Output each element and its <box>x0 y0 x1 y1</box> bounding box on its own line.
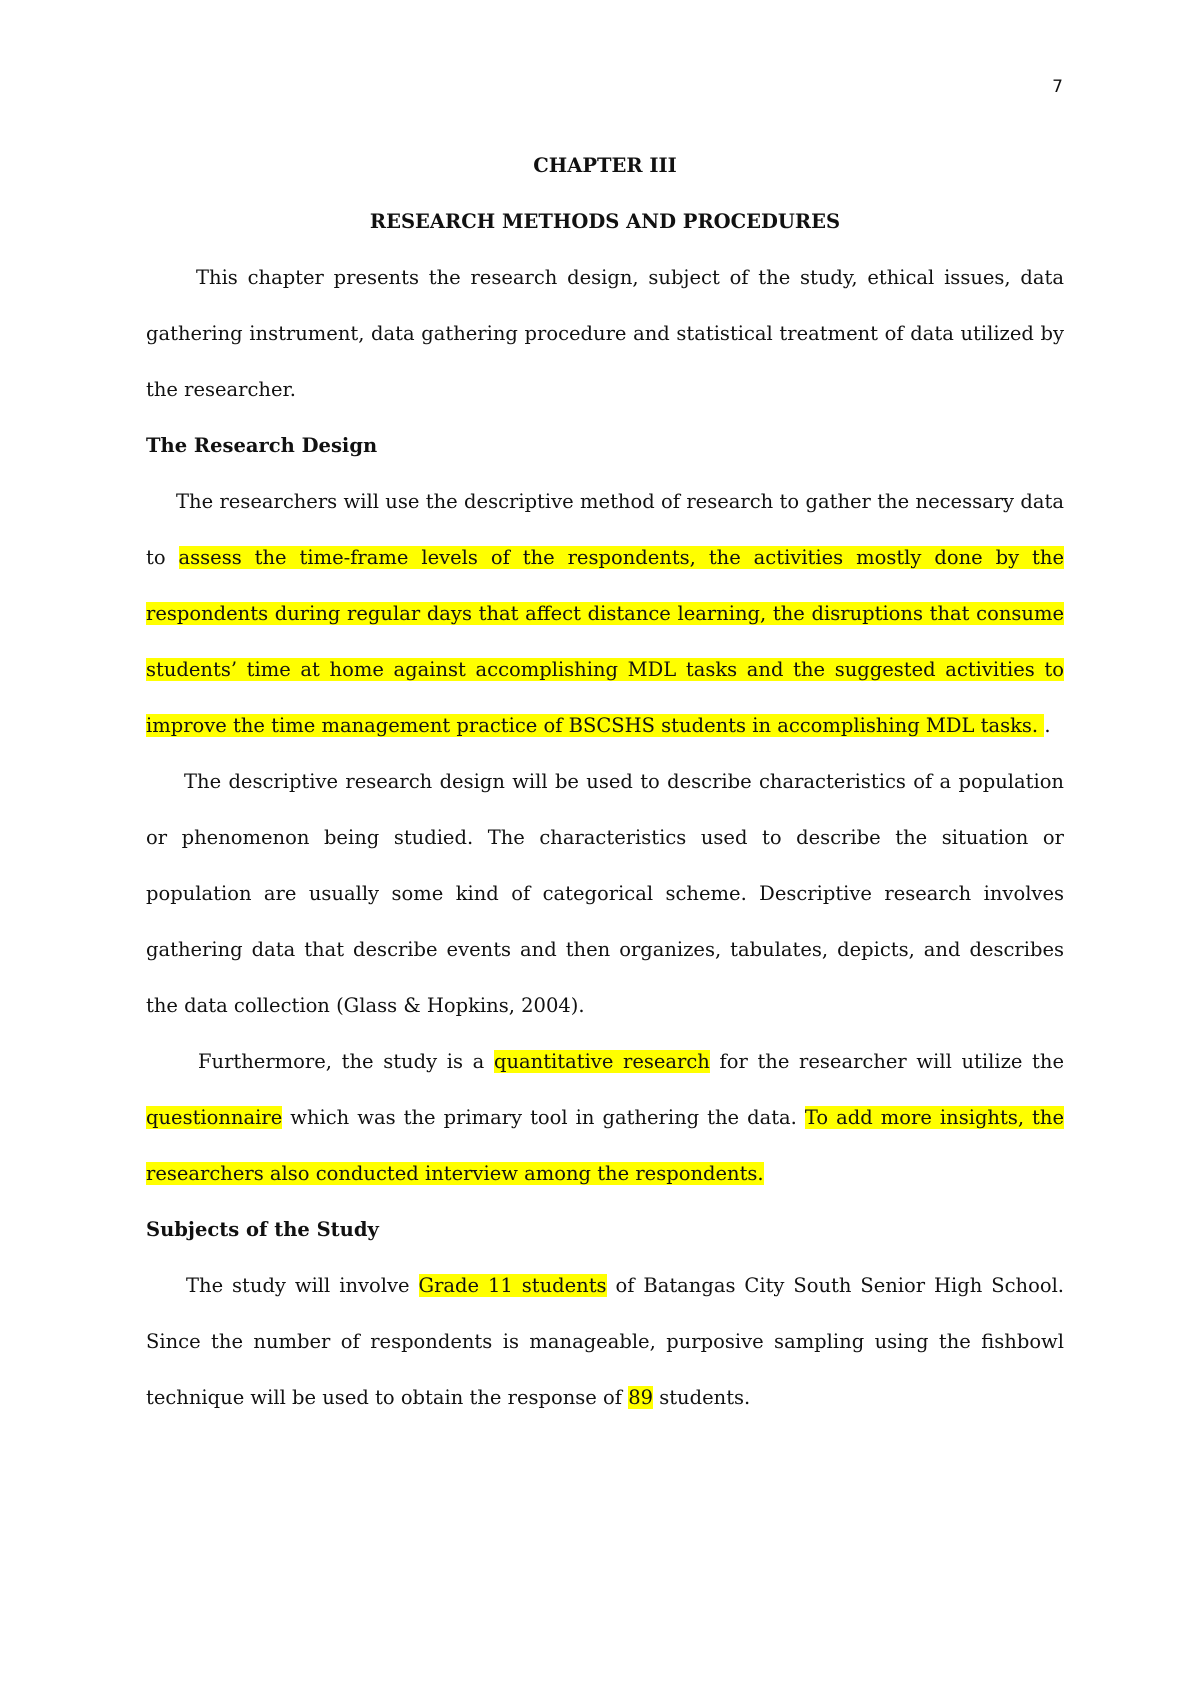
paragraph-text: The researchers will use the descriptive method of research to gather the necessary data to <box>146 490 1064 569</box>
paragraph-text: for the researcher will utilize the <box>709 1050 1064 1073</box>
paragraph-text: of Batangas City South Senior High School. Since the number of respondents is manageable, purposive sampling using the fishbowl technique will be used to obtain the response of <box>146 1274 1065 1409</box>
subjects-paragraph <box>146 1258 1064 1426</box>
chapter-title: CHAPTER III <box>533 154 677 177</box>
intro-paragraph <box>146 250 1064 418</box>
highlighted-text: quantitative research <box>493 1050 710 1073</box>
paragraph-end: . <box>1044 714 1051 737</box>
paragraph-text: The descriptive research design will be used to describe characteristics of a population or phenomenon being studied. The characteristics used to describe the situation or population are usually some kind of categorical scheme. Descriptive research involves gathering data that describe events and then organizes, tabulates, depicts, and describes the data collection (Glass & Hopkins, 2004). <box>146 770 1064 1017</box>
highlighted-text: 89 <box>628 1386 654 1409</box>
paragraph-text: students. <box>653 1386 751 1409</box>
paragraph-text: The study will involve <box>186 1274 419 1297</box>
section-heading-subjects: Subjects of the Study <box>146 1218 379 1241</box>
paragraph-text: which was the primary tool in gathering the data. <box>282 1106 805 1129</box>
highlighted-text: To add more insights, the researchers also conducted interview among the respondents. <box>146 1106 1064 1185</box>
section-heading-research-design: The Research Design <box>146 434 378 457</box>
document-body <box>146 138 1064 1426</box>
intro-text: This chapter presents the research design, subject of the study, ethical issues, data gathering instrument, data gathering procedure and statistical treatment of data utilized by the researcher. <box>146 266 1064 401</box>
chapter-subtitle: RESEARCH METHODS AND PROCEDURES <box>369 210 841 233</box>
highlighted-text: questionnaire <box>146 1106 283 1129</box>
highlighted-text: assess the time-frame levels of the respondents, the activities mostly done by the respondents during regular days that affect distance learning, the disruptions that consume students’ time at home against accomplishing MDL tasks and the suggested activities to improve the time management practice of BSCSHS students in accomplishing MDL tasks. <box>146 546 1064 737</box>
highlighted-text: Grade 11 students <box>418 1274 607 1297</box>
research-design-paragraph-3 <box>146 1034 1064 1202</box>
page-number: 7 <box>1052 77 1063 97</box>
paragraph-text: Furthermore, the study is a <box>198 1050 494 1073</box>
research-design-paragraph-2 <box>146 754 1064 1034</box>
research-design-paragraph-1 <box>146 474 1064 754</box>
